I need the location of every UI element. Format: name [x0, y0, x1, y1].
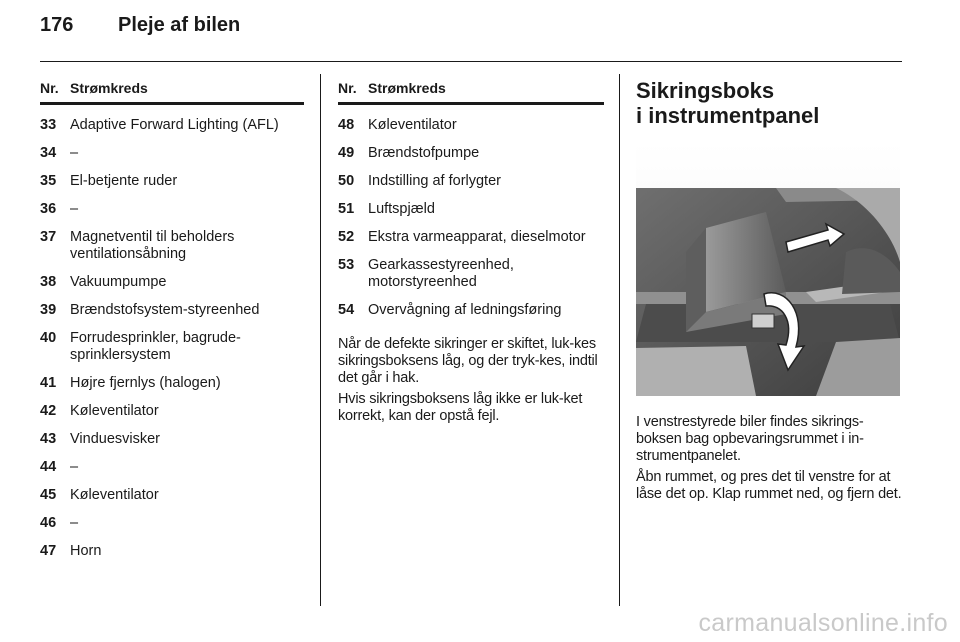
fuse-number: 37 [40, 229, 57, 245]
table-row [40, 225, 304, 270]
circuit-description: Horn [70, 543, 102, 559]
paragraph-lid-warning: Hvis sikringsboksens låg ikke er luk-ket korrekt, kan der opstå fejl. [338, 391, 583, 424]
fuse-number: 54 [338, 302, 355, 318]
circuit-description: Brændstofpumpe [368, 145, 480, 161]
table-row [40, 399, 304, 427]
paragraph-fuse-location: I venstrestyrede biler findes sikrings-boksen bag opbevaringsrummet i in-strumentpanelet. [636, 414, 864, 464]
table-header-circuit: Strømkreds [368, 80, 446, 96]
fuse-number: 49 [338, 145, 355, 161]
circuit-description: Indstilling af forlygter [368, 173, 501, 189]
fuse-number: 39 [40, 302, 57, 318]
table-row [338, 298, 604, 326]
fuse-number: 36 [40, 201, 57, 217]
fuse-number: 53 [338, 257, 355, 273]
circuit-description: Gearkassestyreenhed, motorstyreenhed [368, 257, 514, 290]
section-title [636, 78, 902, 128]
page-header-title: Pleje af bilen [118, 14, 241, 36]
circuit-description: – [70, 459, 79, 475]
table-header-nr: Nr. [338, 80, 357, 96]
fuse-table-left [40, 80, 304, 567]
circuit-description: Brændstofsystem-styreenhed [70, 302, 260, 318]
fuse-number: 42 [40, 403, 57, 419]
section-title-line1: Sikringsboks [636, 78, 775, 103]
fuse-table-right [338, 80, 604, 425]
fuse-number: 34 [40, 145, 57, 161]
table-row [40, 197, 304, 225]
circuit-description: – [70, 201, 79, 217]
fuse-number: 51 [338, 201, 355, 217]
fuse-number: 47 [40, 543, 57, 559]
fuse-number: 44 [40, 459, 57, 475]
fuse-number: 45 [40, 487, 57, 503]
fuse-number: 40 [40, 330, 57, 346]
column-divider-2 [619, 74, 620, 606]
fuse-box-figure [636, 142, 900, 396]
fuse-number: 52 [338, 229, 355, 245]
table-header [40, 80, 304, 105]
circuit-description: Ekstra varmeapparat, dieselmotor [368, 229, 586, 245]
circuit-description: Køleventilator [70, 403, 159, 419]
circuit-description: Køleventilator [368, 117, 457, 133]
paragraph-open-compartment: Åbn rummet, og pres det til venstre for at låse det op. Klap rummet ned, og fjern det. [636, 469, 902, 502]
circuit-description: Luftspjæld [368, 201, 435, 217]
table-row [338, 113, 604, 141]
table-row [40, 371, 304, 399]
table-row [40, 483, 304, 511]
page-number: 176 [40, 14, 74, 36]
table-row [338, 253, 604, 298]
circuit-description: Højre fjernlys (halogen) [70, 375, 221, 391]
circuit-description: – [70, 515, 79, 531]
fuse-number: 41 [40, 375, 57, 391]
fuse-number: 33 [40, 117, 57, 133]
table-header [338, 80, 604, 105]
table-row [338, 225, 604, 253]
table-row [40, 427, 304, 455]
circuit-description: El-betjente ruder [70, 173, 178, 189]
fuse-number: 48 [338, 117, 355, 133]
table-row [40, 455, 304, 483]
circuit-description: Vakuumpumpe [70, 274, 167, 290]
table-row [338, 141, 604, 169]
section-title-line2: i instrumentpanel [636, 103, 820, 128]
circuit-description: Forrudesprinkler, bagrude-sprinklersystem [70, 330, 241, 363]
fuse-number: 43 [40, 431, 57, 447]
circuit-description: Vinduesvisker [70, 431, 161, 447]
fuse-box-illustration [636, 142, 900, 396]
table-row [40, 326, 304, 371]
fuse-number: 46 [40, 515, 57, 531]
circuit-description: Adaptive Forward Lighting (AFL) [70, 117, 279, 133]
header-rule [40, 61, 902, 62]
circuit-description: – [70, 145, 79, 161]
fuse-box-section [636, 78, 902, 503]
table-row [338, 197, 604, 225]
table-row [40, 298, 304, 326]
column-divider-1 [320, 74, 321, 606]
fuse-number: 38 [40, 274, 57, 290]
table-row [40, 539, 304, 567]
table-row [40, 141, 304, 169]
table-row [40, 169, 304, 197]
watermark: carmanualsonline.info [698, 609, 948, 637]
fuse-number: 35 [40, 173, 57, 189]
table-header-circuit: Strømkreds [70, 80, 148, 96]
table-row [40, 113, 304, 141]
circuit-description: Overvågning af ledningsføring [368, 302, 562, 318]
circuit-description: Magnetventil til beholders ventilationsåbning [70, 229, 235, 262]
circuit-description: Køleventilator [70, 487, 159, 503]
paragraph-close-lid: Når de defekte sikringer er skiftet, luk-kes sikringsboksens låg, og der tryk-kes, indtil det går i hak. [338, 336, 598, 386]
table-row [40, 511, 304, 539]
table-header-nr: Nr. [40, 80, 59, 96]
fuse-number: 50 [338, 173, 355, 189]
table-row [40, 270, 304, 298]
table-row [338, 169, 604, 197]
